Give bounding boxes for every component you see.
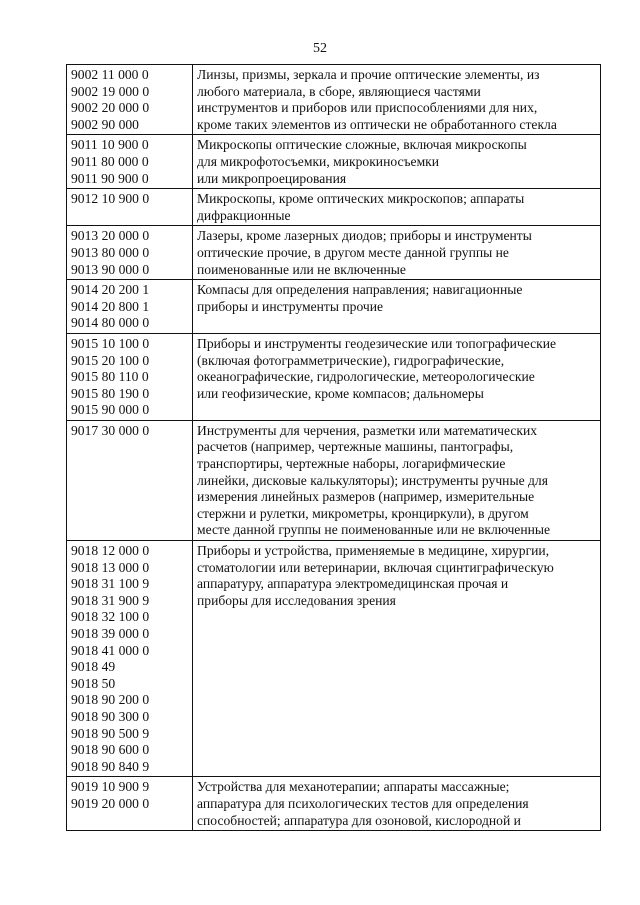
description-line: любого материала, в сборе, являющиеся частями [197,83,481,99]
commodity-code: 9017 30 000 0 [71,422,150,438]
commodity-code: 9013 90 000 0 [71,261,150,277]
description-line: дифракционные [197,207,291,223]
description-cell [193,226,601,280]
table-row [67,541,601,777]
description-line: стержни и рулетки, микрометры, кронциркули), в другом [197,505,529,521]
description-line: (включая фотограмметрические), гидрографические, [197,352,505,368]
commodity-code: 9018 50 [71,675,116,691]
description-line: океанографические, гидрологические, метеорологические [197,369,535,385]
commodity-code: 9014 20 200 1 [71,282,150,298]
description-line: оптические прочие, в другом месте данной группы не [197,244,509,260]
description-line: аппаратура для психологических тестов для определения [197,795,529,811]
commodity-code: 9015 80 110 0 [71,369,149,385]
commodity-code: 9018 13 000 0 [71,559,150,575]
commodity-code: 9015 20 100 0 [71,352,150,368]
page-number: 52 [313,41,327,56]
description-line: Микроскопы, кроме оптических микроскопов; аппараты [197,191,525,207]
code-cell [67,65,193,135]
commodity-code: 9018 31 100 9 [71,576,150,592]
description-line: Компасы для определения направления; навигационные [197,282,523,298]
description-cell [193,541,601,777]
code-cell [67,280,193,334]
commodity-code: 9018 32 100 0 [71,609,150,625]
description-line: Приборы и инструменты геодезические или топографические [197,335,557,351]
table-row [67,135,601,189]
description-line: кроме таких элементов из оптически не обработанного стекла [197,116,557,132]
description-cell [193,135,601,189]
commodity-code: 9019 10 900 9 [71,779,150,795]
description-line: Приборы и устройства, применяемые в медицине, хирургии, [197,543,550,559]
description-line: приборы и инструменты прочие [197,298,384,314]
commodity-code: 9015 90 000 0 [71,402,150,418]
code-cell [67,333,193,420]
commodity-code: 9018 39 000 0 [71,626,150,641]
commodity-code: 9019 20 000 0 [71,795,150,811]
description-line: линейки, дисковые калькуляторы); инструменты ручные для [197,472,548,488]
table-row [67,420,601,540]
commodity-code: 9015 80 190 0 [71,385,150,401]
commodity-code: 9011 10 900 0 [71,137,149,153]
table-row [67,333,601,420]
code-cell [67,135,193,189]
table-row [67,189,601,226]
commodity-code: 9018 49 [71,659,116,675]
description-line: или микропроецирования [197,170,347,186]
table-row [67,226,601,280]
description-line: способностей; аппаратура для озоновой, кислородной и [197,812,521,828]
description-line: Лазеры, кроме лазерных диодов; приборы и инструменты [197,228,532,244]
customs-codes-table [66,64,601,831]
commodity-code: 9018 12 000 0 [71,543,150,559]
commodity-code: 9018 90 200 0 [71,692,150,708]
commodity-code: 9011 90 900 0 [71,170,149,186]
description-line: аппаратуру, аппаратура электромедицинская прочая и [197,576,509,592]
description-line: инструментов и приборов или приспособлениями для них, [197,100,538,116]
description-cell [193,65,601,135]
commodity-code: 9002 20 000 0 [71,100,150,116]
commodity-code: 9014 80 000 0 [71,315,150,331]
description-line: Микроскопы оптические сложные, включая микроскопы [197,137,527,153]
table-row [67,777,601,831]
commodity-code: 9012 10 900 0 [71,191,150,207]
commodity-code: 9018 90 600 0 [71,742,150,758]
code-cell [67,420,193,540]
description-line: Инструменты для черчения, разметки или математических [197,422,538,438]
table-row [67,280,601,334]
code-cell [67,189,193,226]
description-line: расчетов (например, чертежные машины, пантографы, [197,439,514,455]
description-cell [193,420,601,540]
code-cell [67,226,193,280]
description-cell [193,189,601,226]
description-cell [193,777,601,831]
commodity-code: 9013 20 000 0 [71,228,150,244]
code-cell [67,541,193,777]
commodity-code: 9018 90 300 0 [71,708,150,724]
description-line: Линзы, призмы, зеркала и прочие оптические элементы, из [197,67,540,82]
description-line: измерения линейных размеров (например, измерительные [197,489,535,505]
description-line: приборы для исследования зрения [197,592,396,608]
description-line: для микрофотосъемки, микрокиносъемки [197,153,440,169]
commodity-code: 9018 90 500 9 [71,725,150,741]
commodity-code: 9018 31 900 9 [71,592,150,608]
commodity-code: 9015 10 100 0 [71,335,150,351]
description-line: месте данной группы не поименованные или не включенные [197,522,551,538]
commodity-code: 9013 80 000 0 [71,244,150,260]
description-cell [193,280,601,334]
commodity-code: 9018 90 840 9 [71,758,150,774]
commodity-code: 9002 90 000 [71,116,139,132]
description-line: транспортиры, чертежные наборы, логарифмические [197,456,506,472]
commodity-code: 9011 80 000 0 [71,153,149,169]
commodity-code: 9018 41 000 0 [71,642,150,658]
table-row [67,65,601,135]
description-cell [193,333,601,420]
commodity-code: 9014 20 800 1 [71,298,150,314]
description-line: или геофизические, кроме компасов; дальномеры [197,385,484,401]
commodity-code: 9002 11 000 0 [71,67,149,82]
description-line: поименованные или не включенные [197,261,406,277]
description-line: стоматологии или ветеринарии, включая сцинтиграфическую [197,559,554,575]
table-body [67,65,601,831]
code-cell [67,777,193,831]
commodity-code: 9002 19 000 0 [71,83,150,99]
description-line: Устройства для механотерапии; аппараты массажные; [197,779,510,795]
